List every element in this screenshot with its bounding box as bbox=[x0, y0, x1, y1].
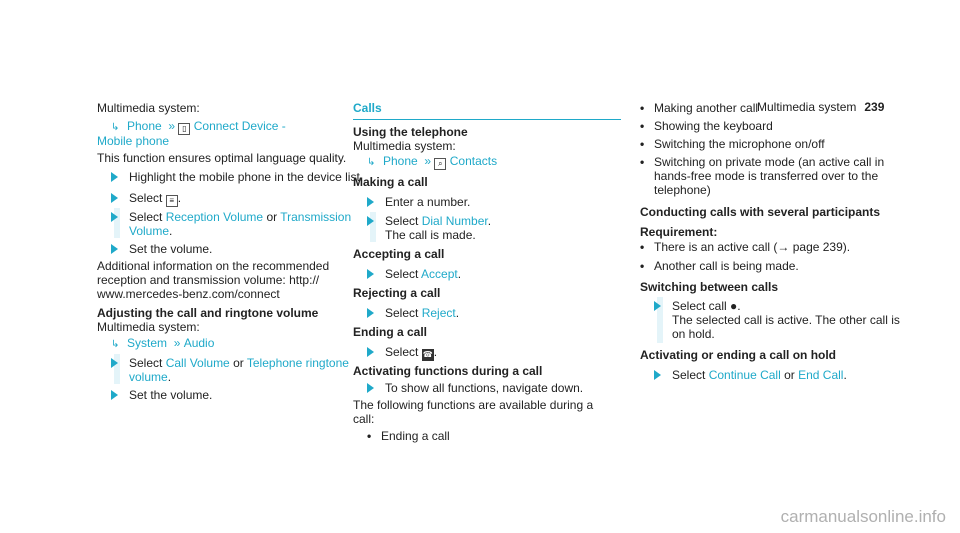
list-item bbox=[640, 137, 825, 151]
step-select: Select bbox=[385, 345, 419, 359]
path-audio[interactable]: Audio bbox=[183, 336, 215, 350]
list-item-text: Switching on private mode (an active call in bbox=[654, 155, 885, 169]
page-number: 239 bbox=[864, 100, 885, 114]
sub-heading: Rejecting a call bbox=[353, 286, 441, 300]
step-arrow-icon bbox=[111, 358, 118, 368]
list-item-text: Switching the microphone on/off bbox=[654, 137, 825, 151]
path-mobile-phone[interactable]: Mobile phone bbox=[97, 134, 170, 148]
step-arrow-icon bbox=[111, 193, 118, 203]
step-text bbox=[385, 214, 491, 228]
step-note: on hold. bbox=[672, 327, 715, 341]
phone-device-icon: ▯ bbox=[178, 123, 190, 135]
list-item bbox=[367, 429, 450, 443]
step-text: Set the volume. bbox=[129, 242, 213, 256]
list-item bbox=[640, 119, 773, 133]
list-item-text: There is an active call (→ page 239). bbox=[654, 240, 851, 254]
step-text bbox=[672, 368, 847, 382]
step-period: . bbox=[457, 267, 462, 281]
transmission-link[interactable]: Transmission bbox=[280, 210, 352, 224]
sub-heading: Switching between calls bbox=[640, 280, 779, 294]
transmission-volume-link[interactable]: Volume bbox=[129, 224, 170, 238]
menu-path-label: Multimedia system: bbox=[97, 320, 200, 334]
list-item-text: Another call is being made. bbox=[654, 259, 799, 273]
step-arrow-icon bbox=[654, 370, 661, 380]
path-phone[interactable]: Phone bbox=[127, 119, 162, 133]
paragraph: The following functions are available during a bbox=[353, 398, 594, 412]
step-text: Highlight the mobile phone in the device list. bbox=[129, 170, 364, 184]
sub-heading: Ending a call bbox=[353, 325, 428, 339]
section-heading: Using the telephone bbox=[353, 125, 468, 139]
call-volume-link[interactable]: Call Volume bbox=[165, 356, 230, 370]
step-text: Enter a number. bbox=[385, 195, 471, 209]
path-contacts[interactable]: Contacts bbox=[449, 154, 498, 168]
list-item bbox=[640, 101, 758, 115]
list-item-text: Making another call bbox=[654, 101, 759, 115]
list-item bbox=[640, 155, 884, 169]
step-arrow-icon bbox=[111, 212, 118, 222]
step-text: To show all functions, navigate down. bbox=[385, 381, 584, 395]
menu-path-2 bbox=[111, 336, 214, 352]
step-period: . bbox=[487, 214, 492, 228]
step-note: The selected call is active. The other call is bbox=[672, 313, 900, 327]
return-arrow-icon: ↳ bbox=[111, 339, 120, 350]
sub-heading: Accepting a call bbox=[353, 247, 445, 261]
bullet-icon: • bbox=[640, 137, 645, 151]
paragraph: This function ensures optimal language quality. bbox=[97, 151, 347, 165]
step-arrow-icon bbox=[367, 197, 374, 207]
double-chevron-icon: » bbox=[165, 119, 179, 133]
reject-link[interactable]: Reject bbox=[421, 306, 456, 320]
step-period: . bbox=[177, 191, 182, 205]
sub-heading: Activating or ending a call on hold bbox=[640, 348, 837, 362]
step-text bbox=[672, 299, 741, 313]
menu-path bbox=[367, 154, 497, 170]
step-arrow-icon bbox=[367, 308, 374, 318]
return-arrow-icon: ↳ bbox=[367, 157, 376, 168]
page-header bbox=[757, 100, 884, 114]
bullet-icon: • bbox=[367, 429, 372, 443]
step-select: Select call bbox=[672, 299, 727, 313]
step-select: Select bbox=[129, 356, 163, 370]
paragraph: www.mercedes-benz.com/connect bbox=[97, 287, 280, 301]
path-connect-device[interactable]: Connect Device - bbox=[193, 119, 286, 133]
ringtone-volume-link[interactable]: volume bbox=[129, 370, 168, 384]
menu-icon: ≡ bbox=[166, 195, 178, 207]
step-arrow-icon bbox=[367, 269, 374, 279]
section-title: Calls bbox=[353, 101, 382, 115]
path-system[interactable]: System bbox=[127, 336, 168, 350]
section-rule bbox=[353, 119, 621, 120]
step-select: Select bbox=[129, 210, 163, 224]
step-text bbox=[129, 210, 351, 224]
reception-volume-link[interactable]: Reception Volume bbox=[165, 210, 264, 224]
list-item-cont: hands-free mode is transferred over to the bbox=[654, 169, 879, 183]
bullet-icon: • bbox=[640, 240, 645, 254]
step-arrow-icon bbox=[367, 383, 374, 393]
step-select: Select bbox=[672, 368, 706, 382]
search-icon: ⌕ bbox=[434, 158, 446, 170]
step-period: . bbox=[433, 345, 438, 359]
dial-number-link[interactable]: Dial Number bbox=[421, 214, 488, 228]
step-note: The call is made. bbox=[385, 228, 476, 242]
step-text bbox=[129, 356, 349, 370]
path-phone[interactable]: Phone bbox=[383, 154, 418, 168]
step-or: or bbox=[233, 356, 244, 370]
step-text bbox=[385, 267, 461, 281]
menu-path-label: Multimedia system: bbox=[97, 101, 200, 115]
list-item-text: Ending a call bbox=[381, 429, 450, 443]
end-call-icon: ☎ bbox=[422, 350, 433, 359]
telephone-ringtone-link[interactable]: Telephone ringtone bbox=[246, 356, 349, 370]
header-title: Multimedia system bbox=[757, 100, 857, 114]
step-period: . bbox=[169, 224, 173, 238]
step-period: . bbox=[737, 299, 741, 313]
list-item-cont: telephone) bbox=[654, 183, 711, 197]
accept-link[interactable]: Accept bbox=[421, 267, 458, 281]
bullet-icon: • bbox=[640, 101, 645, 115]
call-dot-icon: ● bbox=[730, 299, 738, 313]
step-arrow-icon bbox=[367, 347, 374, 357]
step-period: . bbox=[455, 306, 460, 320]
step-period: . bbox=[167, 370, 172, 384]
step-period: . bbox=[843, 368, 847, 382]
section-heading: Conducting calls with several participants bbox=[640, 205, 881, 219]
step-arrow-icon bbox=[111, 390, 118, 400]
menu-path-label: Multimedia system: bbox=[353, 139, 456, 153]
step-arrow-icon bbox=[111, 172, 118, 182]
step-text-cont bbox=[129, 370, 171, 384]
list-item bbox=[640, 259, 799, 273]
paragraph: reception and transmission volume: http:// bbox=[97, 273, 320, 287]
step-arrow-icon bbox=[654, 301, 661, 311]
continue-call-link[interactable]: Continue Call bbox=[708, 368, 781, 382]
watermark-footer: carmanualsonline.info bbox=[780, 507, 946, 526]
return-arrow-icon: ↳ bbox=[111, 122, 120, 133]
double-chevron-icon: » bbox=[170, 336, 184, 350]
step-or: or bbox=[784, 368, 795, 382]
step-text bbox=[385, 345, 437, 361]
sub-heading: Requirement: bbox=[640, 225, 718, 239]
step-or: or bbox=[266, 210, 278, 224]
bullet-icon: • bbox=[640, 119, 645, 133]
bullet-icon: • bbox=[640, 259, 645, 273]
step-select: Select bbox=[129, 191, 163, 205]
list-item bbox=[640, 240, 850, 254]
step-select: Select bbox=[385, 214, 419, 228]
step-select: Select bbox=[385, 267, 419, 281]
section-heading: Adjusting the call and ringtone volume bbox=[97, 306, 319, 320]
end-call-link[interactable]: End Call bbox=[798, 368, 844, 382]
paragraph: call: bbox=[353, 412, 375, 426]
list-item-text: Showing the keyboard bbox=[654, 119, 773, 133]
step-arrow-icon bbox=[367, 216, 374, 226]
bullet-icon: • bbox=[640, 155, 645, 169]
double-chevron-icon: » bbox=[421, 154, 435, 168]
menu-path-1 bbox=[111, 119, 286, 135]
step-text: Set the volume. bbox=[129, 388, 213, 402]
step-arrow-icon bbox=[111, 244, 118, 254]
paragraph: Additional information on the recommended bbox=[97, 259, 330, 273]
step-text-cont bbox=[129, 224, 172, 238]
step-text bbox=[129, 191, 181, 207]
step-text bbox=[385, 306, 459, 320]
sub-heading: Activating functions during a call bbox=[353, 364, 543, 378]
sub-heading: Making a call bbox=[353, 175, 428, 189]
step-select: Select bbox=[385, 306, 419, 320]
